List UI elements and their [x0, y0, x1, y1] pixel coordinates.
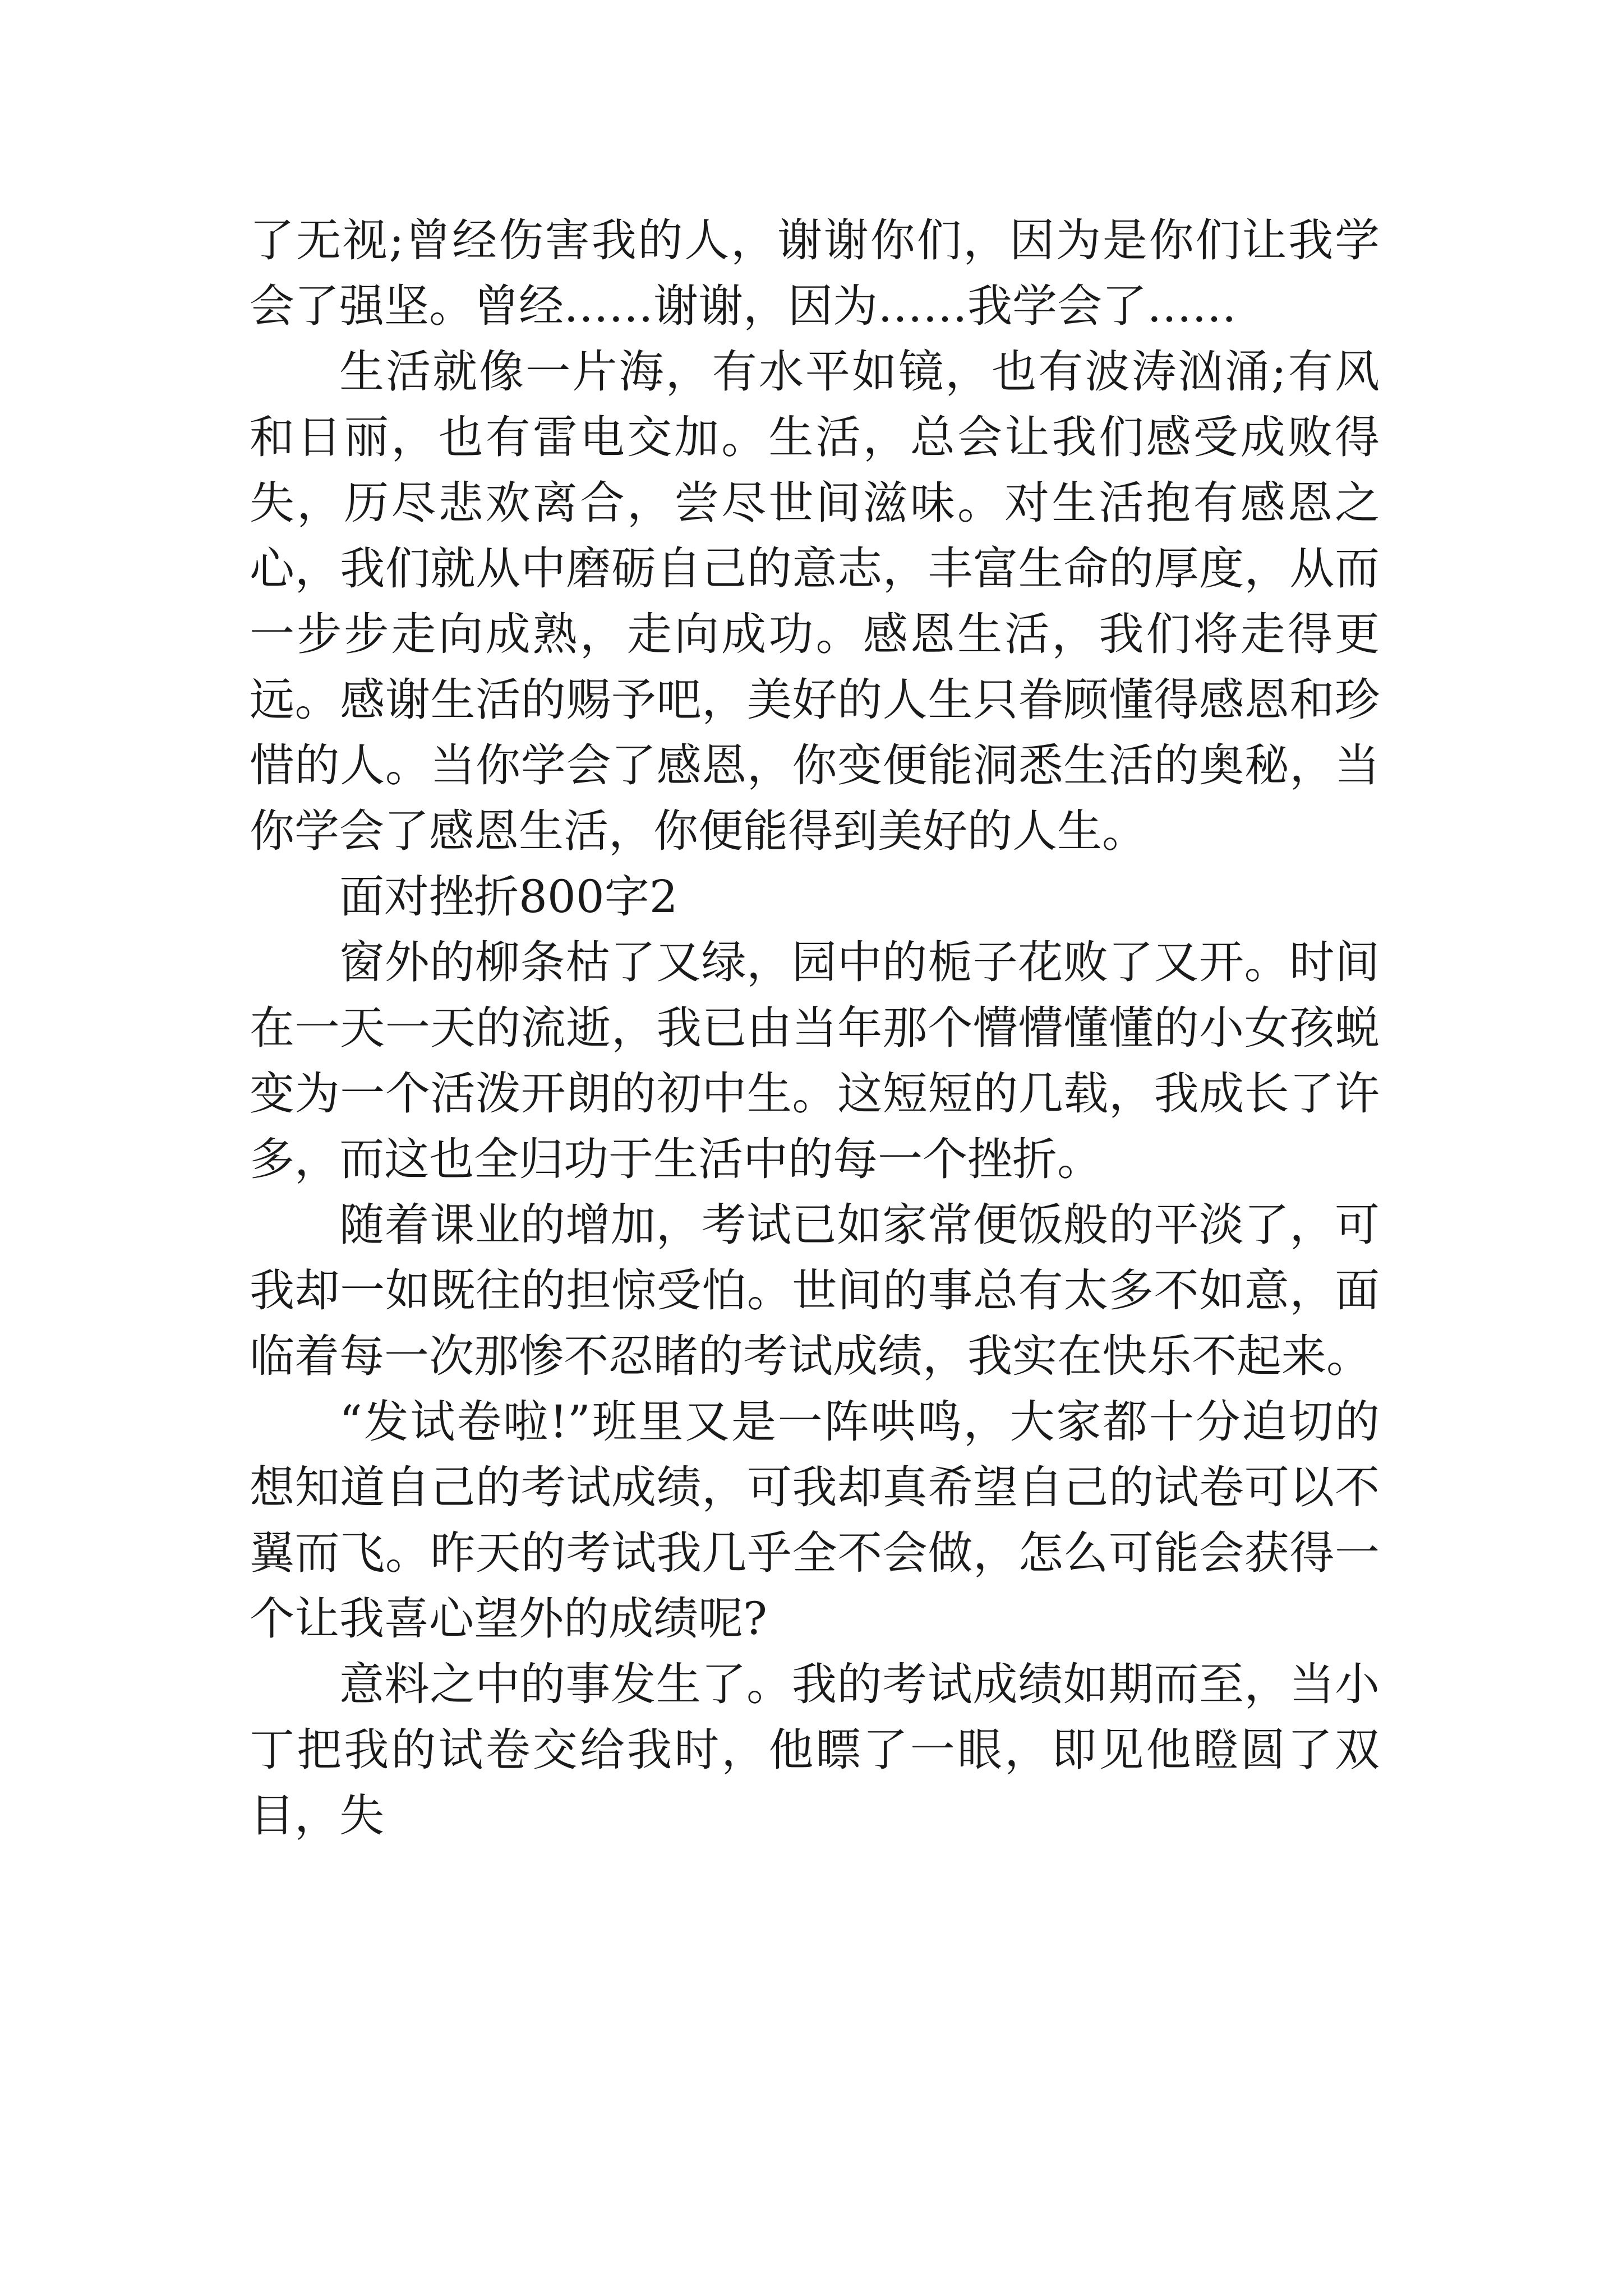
paragraph-3: 窗外的柳条枯了又绿，园中的栀子花败了又开。时间在一天一天的流逝，我已由当年那个懵懵懂懂的小女孩蜕变为一个活泼开朗的初中生。这短短的几载，我成长了许多，而这也全归功于生活中的每一个挫折。 — [250, 936, 1380, 1185]
section-heading: 面对挫折800字2 — [339, 871, 678, 923]
paragraph-1: 了无视;曾经伤害我的人，谢谢你们，因为是你们让我学会了强坚。曾经……谢谢，因为……我学会了…… — [250, 214, 1380, 332]
paragraph-5: “发试卷啦!”班里又是一阵哄鸣，大家都十分迫切的想知道自己的考试成绩，可我却真希望自己的试卷可以不翼而飞。昨天的考试我几乎全不会做，怎么可能会获得一个让我喜心望外的成绩呢? — [250, 1396, 1380, 1645]
paragraph-4: 随着课业的增加，考试已如家常便饭般的平淡了，可我却一如既往的担惊受怕。世间的事总有太多不如意，面临着每一次那惨不忍睹的考试成绩，我实在快乐不起来。 — [250, 1199, 1380, 1382]
paragraph-6: 意料之中的事发生了。我的考试成绩如期而至，当小丁把我的试卷交给我时，他瞟了一眼，即见他瞪圆了双目，失 — [250, 1658, 1380, 1842]
paragraph-2: 生活就像一片海，有水平如镜，也有波涛汹涌;有风和日丽，也有雷电交加。生活，总会让我们感受成败得失，历尽悲欢离合，尝尽世间滋味。对生活抱有感恩之心，我们就从中磨砺自己的意志，丰富生命的厚度，从而一步步走向成熟，走向成功。感恩生活，我们将走得更远。感谢生活的赐予吧，美好的人生只眷顾懂得感恩和珍惜的人。当你学会了感恩，你变便能洞悉生活的奥秘，当你学会了感恩生活，你便能得到美好的人生。 — [250, 346, 1380, 857]
document-body — [250, 208, 1380, 1848]
